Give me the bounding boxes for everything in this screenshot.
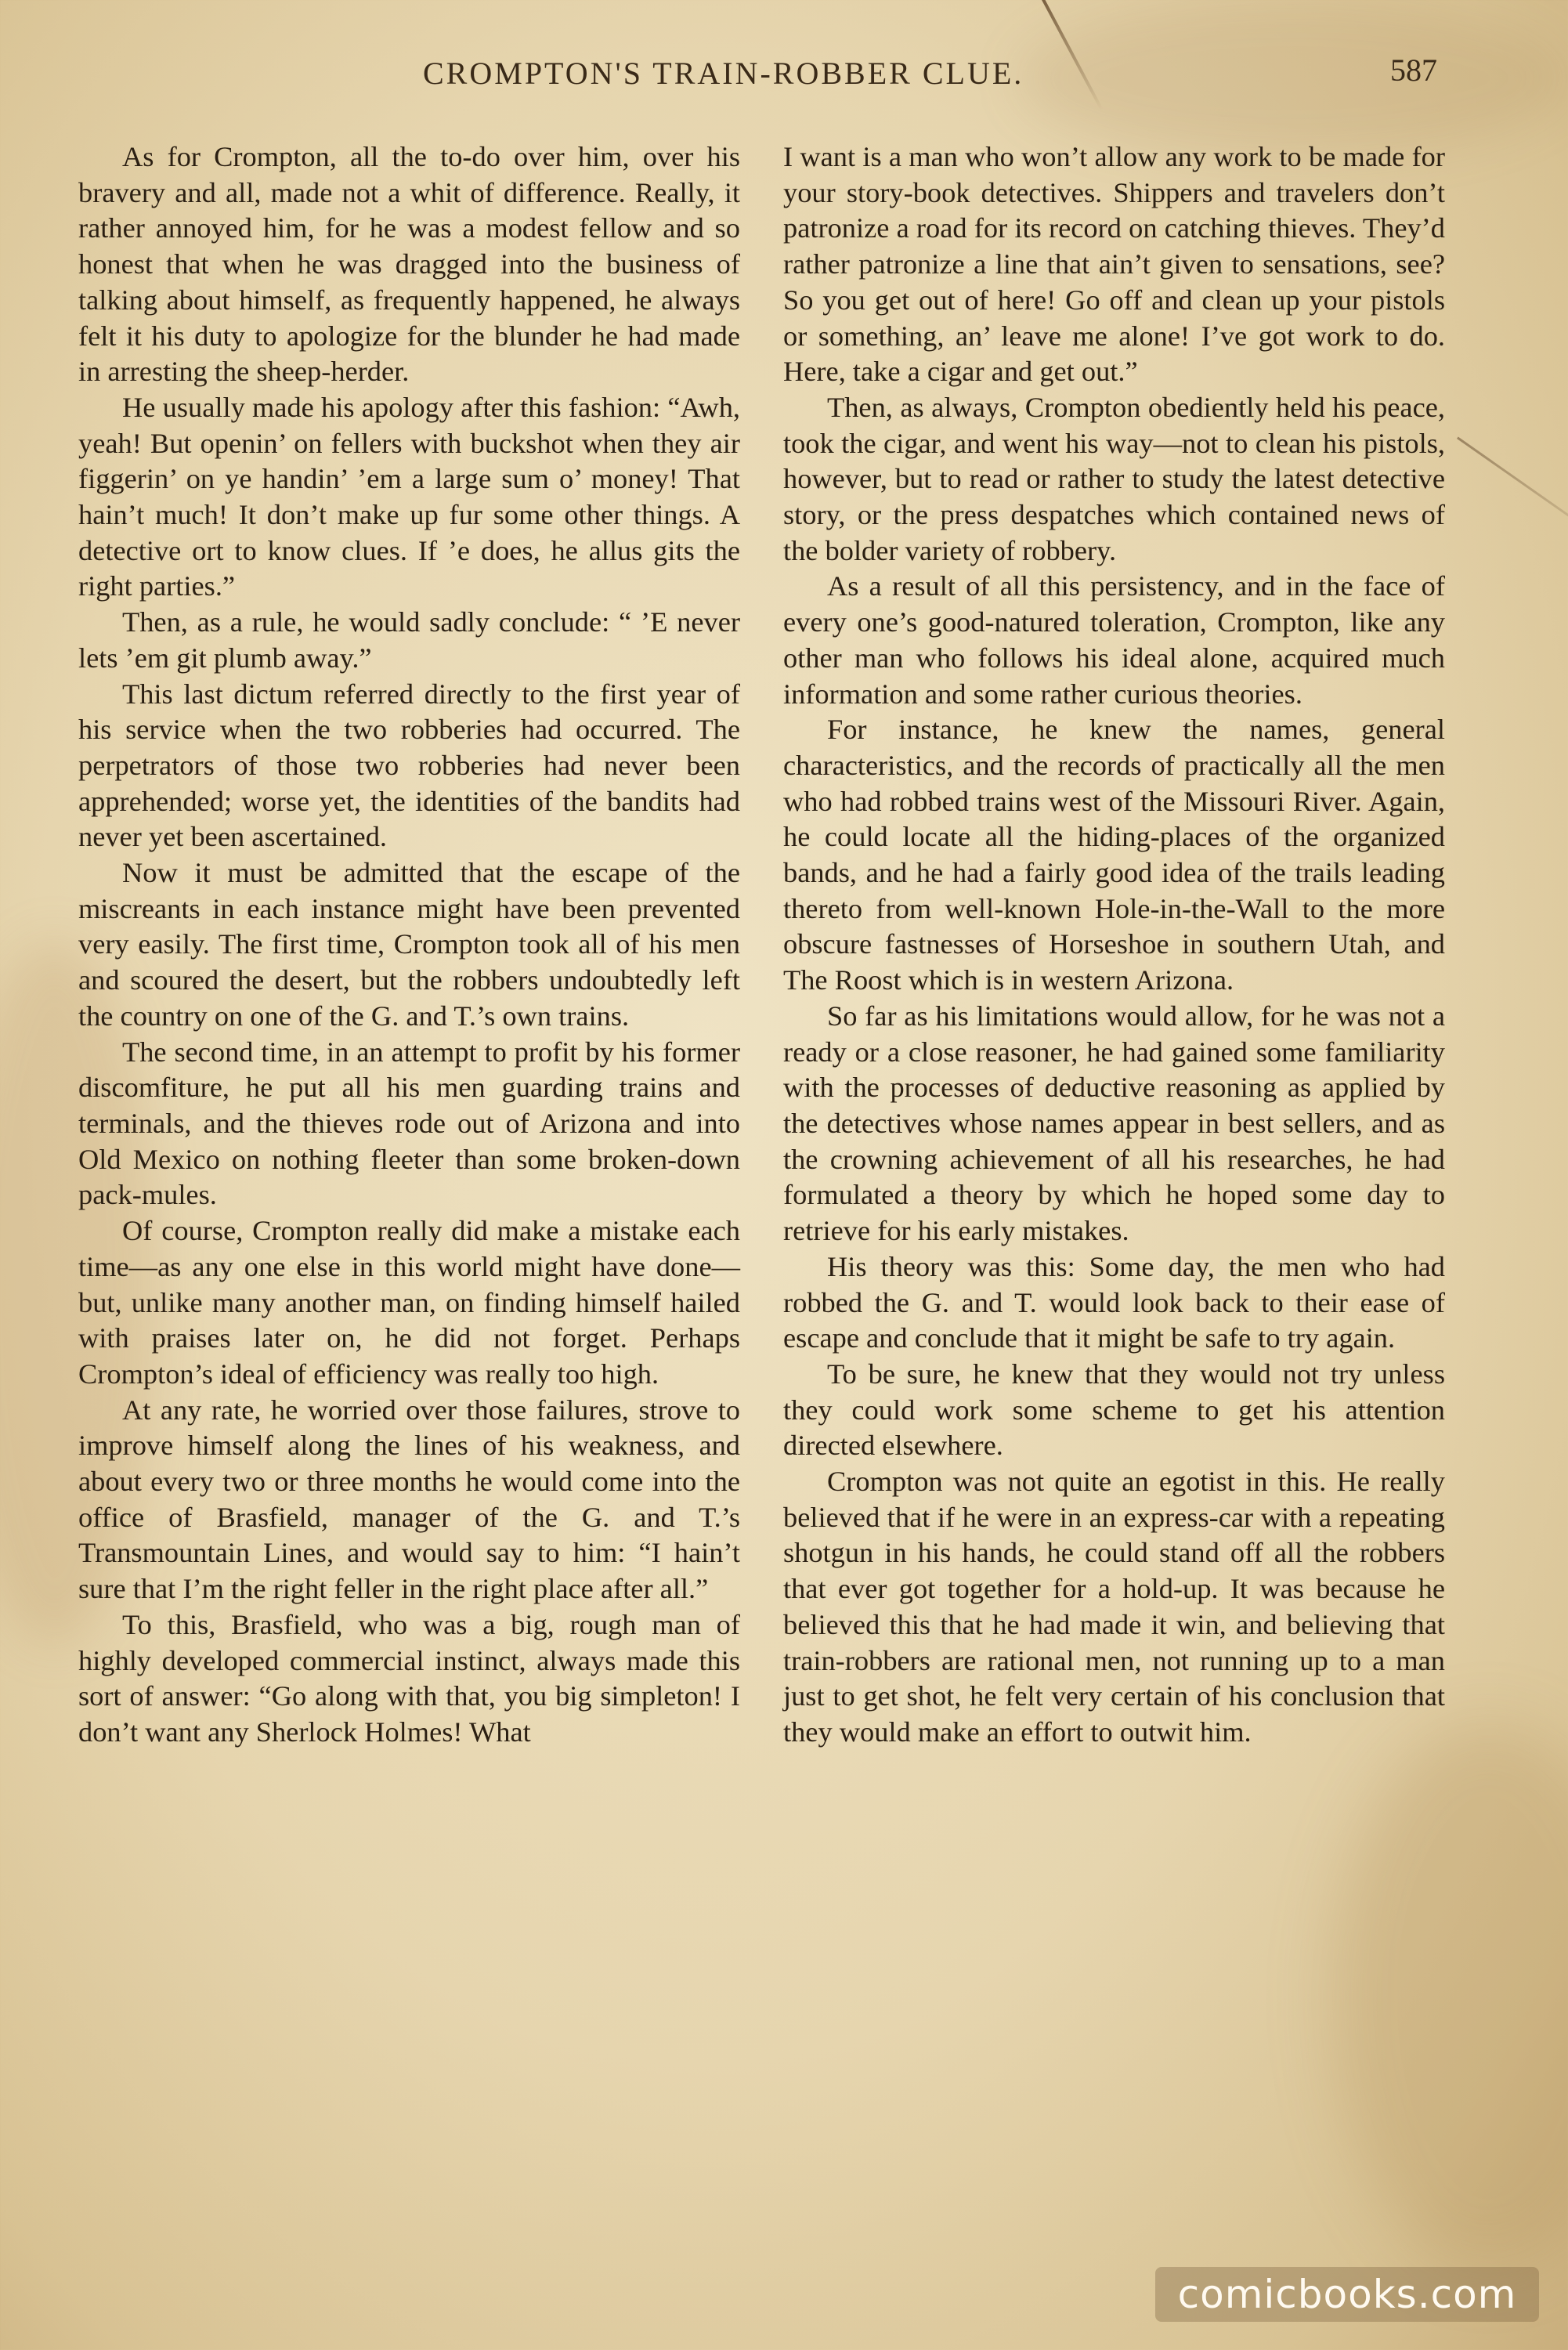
paragraph: Then, as always, Crompton obediently held his peace, took the cigar, and went his way—not to clean his pistols, however, but to read or rather to study the latest detective story, or the press despatches which contained news of the bolder variety of robbery. xyxy=(783,391,1445,566)
paper-stain xyxy=(1331,1723,1568,2272)
paragraph: Of course, Crompton really did make a mistake each time—as any one else in this world might have done—but, unlike many another man, on finding himself hailed with praises later on, he did not forget. Perhaps Crompton’s ideal of efficiency was really too high. xyxy=(78,1215,740,1390)
paragraph: Then, as a rule, he would sadly conclude: “ ’E never lets ’em git plumb away.” xyxy=(78,606,740,674)
paragraph: I want is a man who won’t allow any work to be made for your story-book detectives. Shippers and travelers don’t patronize a road for its record on catching thieves. They’d rather patronize a line that ain’t given to sensations, see? So you get out of here! Go off and clean up your pistols or something, an’ leave me alone! I’ve got work to do. Here, take a cigar and get out.” xyxy=(783,141,1445,388)
page-header xyxy=(0,49,1568,103)
paragraph: Now it must be admitted that the escape of the miscreants in each instance might have been prevented very easily. The first time, Crompton took all of his men and scoured the desert, but the robbers undoubtedly left the country on one of the G. and T.’s own trains. xyxy=(78,857,740,1032)
paragraph: He usually made his apology after this fashion: “Awh, yeah! But openin’ on fellers with buckshot when they air figgerin’ on ye handin’ ’em a large sum o’ money! That hain’t much! It don’t make up fur some other things. A detective ort to know clues. If ’e does, he allus gits the right parties.” xyxy=(78,391,740,602)
paragraph: The second time, in an attempt to profit by his former discomfiture, he put all his men guarding trains and terminals, and the thieves rode out of Arizona and into Old Mexico on nothing fleeter than some broken-down pack-mules. xyxy=(78,1036,740,1211)
paragraph: To be sure, he knew that they would not try unless they could work some scheme to get his attention directed elsewhere. xyxy=(783,1358,1445,1462)
paragraph: For instance, he knew the names, general characteristics, and the records of practically all the men who had robbed trains west of the Missouri River. Again, he could locate all the hiding-places of the organized bands, and he had a fairly good idea of the trails leading thereto from well-known Hole-in-the-Wall to the more obscure fastnesses of Horseshoe in southern Utah, and The Roost which is in western Arizona. xyxy=(783,714,1445,996)
paragraph: At any rate, he worried over those failures, strove to improve himself along the lines of his weakness, and about every two or three months he would come into the office of Brasfield, manager of the G. and T.’s Transmountain Lines, and would say to him: “I hain’t sure that I’m the right feller in the right place after all.” xyxy=(78,1394,740,1605)
paragraph: Crompton was not quite an egotist in this. He really believed that if he were in an express-car with a repeating shotgun in his hands, he could stand off all the robbers that ever got together for a hold-up. It was because he believed this that he had made it win, and believing that train-robbers are rational men, not running up to a man just to get shot, he felt very certain of his conclusion that they would make an effort to outwit him. xyxy=(783,1466,1445,1748)
paragraph: As a result of all this persistency, and in the face of every one’s good-natured toleration, Crompton, like any other man who follows his ideal alone, acquired much information and some rather curious theories. xyxy=(783,570,1445,710)
paragraph: This last dictum referred directly to the first year of his service when the two robberies had occurred. The perpetrators of those two robberies had never been apprehended; worse yet, the identities of the bandits had never yet been ascertained. xyxy=(78,678,740,853)
left-column xyxy=(78,139,740,1751)
paper-crease xyxy=(1457,437,1568,556)
right-column xyxy=(783,139,1445,1751)
paragraph: His theory was this: Some day, the men who had robbed the G. and T. would look back to their ease of escape and conclude that it might be safe to try again. xyxy=(783,1250,1445,1354)
watermark-text: comicbooks.com xyxy=(1177,2272,1517,2317)
paragraph: As for Crompton, all the to-do over him, over his bravery and all, made not a whit of difference. Really, it rather annoyed him, for he was a modest fellow and so honest that when he was dragged into the business of talking about himself, as frequently happened, he always felt it his duty to apologize for the blunder he had made in arresting the sheep-herder. xyxy=(78,141,740,388)
paragraph: So far as his limitations would allow, for he was not a ready or a close reasoner, he had gained some familiarity with the processes of deductive reasoning as applied by the detectives whose names appear in best sellers, and as the crowning achievement of all his researches, he had formulated a theory by which he hoped some day to retrieve for his early mistakes. xyxy=(783,1000,1445,1247)
paragraph: To this, Brasfield, who was a big, rough man of highly developed commercial instinct, always made this sort of answer: “Go along with that, you big simpleton! I don’t want any Sherlock Holmes! What xyxy=(78,1608,740,1748)
running-title: CROMPTON'S TRAIN-ROBBER CLUE. xyxy=(423,56,1024,91)
watermark xyxy=(1155,2267,1539,2322)
page-number: 587 xyxy=(1390,52,1437,88)
